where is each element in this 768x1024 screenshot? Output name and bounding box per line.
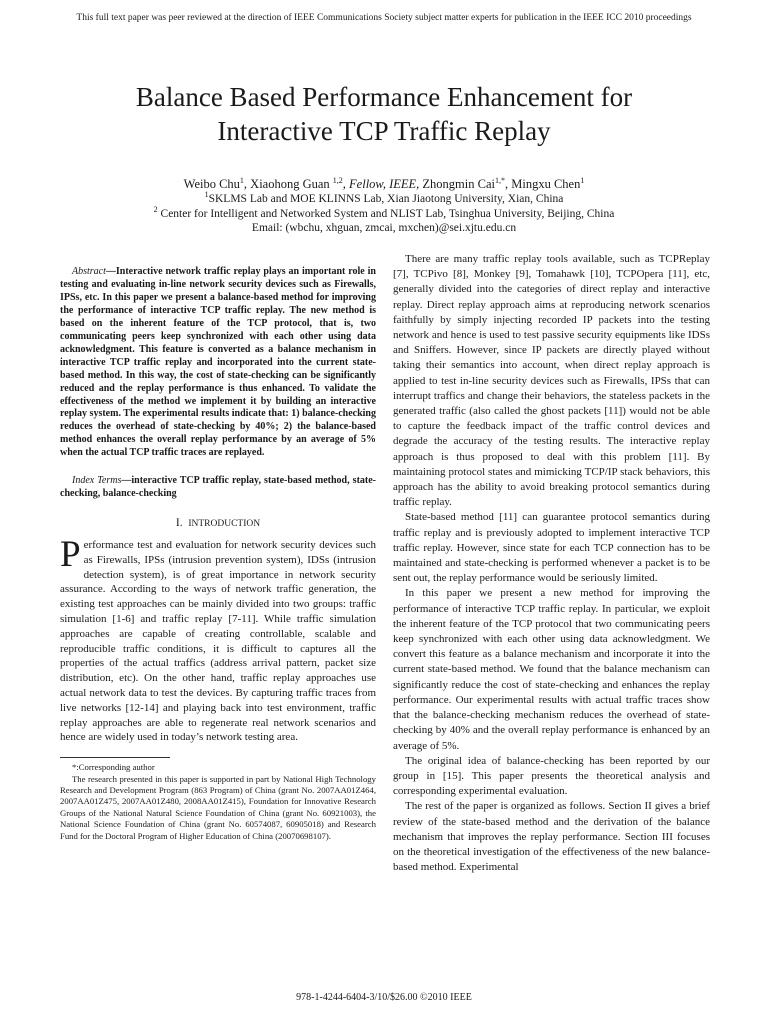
intro-paragraph-3: State-based method [11] can guarantee protocol semantics during traffic replay and is previously adopted to implement interactive TCP traffic replay. However, since state for each TCP connection has to be maintained and state-checking is performed whenever a packet is to be sent out, the replay performance would be seriously limited. — [393, 511, 710, 585]
author-2: , Xiaohong Guan — [243, 177, 333, 191]
affiliation-2-sup: 2 — [153, 204, 158, 214]
abstract-text: —Interactive network traffic replay plays an important role in testing and evaluating in-line network security devices such as Firewalls, IPSs, etc. In this paper we present a balance-based method for improving the performance of interactive TCP traffic replay. The new method is based on the inherent feature of the TCP protocol, that is, two communicating peers keep synchronized with each other using data acknowledgment. This feature is converted as a balance mechanism in interactive TCP traffic replay and incorporated into the current state-based method. In this way, the cost of state-checking can be significantly reduced and the replay performance is thus enhanced. To validate the effectiveness of the method we implement it by building an interactive replay system. The experimental results indicate that: 1) balance-checking reduces the overhead of state-checking by 40%; 2) the balance-based method enhances the overall replay performance by an average of 5% when the actual TCP traffic traces are replayed. — [60, 266, 376, 459]
section-name: INTRODUCTION — [188, 519, 261, 530]
author-4-sup: 1 — [580, 175, 585, 185]
intro-paragraph-1 — [60, 534, 376, 745]
right-column — [393, 252, 710, 875]
index-terms — [60, 474, 376, 500]
author-block — [60, 176, 708, 236]
intro-paragraph-1-text: erformance test and evaluation for network security devices such as Firewalls, IPSs (intrusion prevention system), IDSs (intrusion detection system), is of great importance in network security assurance. According to the ways of network traffic generation, the existing test approaches can be mainly divided into two groups: traffic simulation [1-6] and traffic replay [7-11]. While traffic simulation approaches are capable of creating controllable, scalable and reproducible traffic conditions, it is difficult to captures all the properties of the actual traffics (address arrival pattern, packet size distribution, etc). On the other hand, traffic replay approaches use actual network data to test the devices. By capturing traffic traces from live networks [12-14] and playing back into test environment, traffic replay approaches are able to regenerate real network scenarios and hence are widely used in today’s network testing area. — [60, 539, 376, 744]
author-list — [60, 176, 708, 192]
footnote-divider — [60, 757, 170, 758]
title-line-1: Balance Based Performance Enhancement for — [135, 82, 633, 112]
author-email: Email: (wbchu, xhguan, zmcai, mxchen)@sei.xjtu.edu.cn — [251, 222, 517, 234]
page-footer-isbn: 978-1-4244-6404-3/10/$26.00 ©2010 IEEE — [296, 992, 472, 1003]
author-3-sup: 1,* — [494, 175, 505, 185]
index-terms-label: Index Terms — [72, 475, 122, 487]
title-line-2: Interactive TCP Traffic Replay — [217, 116, 551, 146]
drop-cap: P — [60, 534, 81, 576]
author-4: , Mingxu Chen — [504, 177, 581, 191]
conference-header-note: This full text paper was peer reviewed at the direction of IEEE Communications Society subject matter experts for publication in the IEEE ICC 2010 proceedings — [76, 13, 692, 23]
affiliation-2 — [60, 204, 708, 222]
index-terms-text: —interactive TCP traffic replay, state-based method, state-checking, balance-checking — [60, 475, 376, 500]
affiliation-1-text: SKLMS Lab and MOE KLINNS Lab, Xian Jiaotong University, Xian, China — [208, 193, 564, 205]
left-column — [60, 266, 376, 842]
affiliation-1-sup: 1 — [204, 190, 209, 200]
affiliation-2-text: Center for Intelligent and Networked System and NLIST Lab, Tsinghua University, Beijing, China — [157, 207, 615, 220]
intro-paragraph-6: The rest of the paper is organized as follows. Section II gives a brief review of the state-based method and the derivation of the balance mechanism that improves the replay performance. Section III focuses on the theoretical investigation of the effectiveness of the new balance-based method. Experimental — [393, 800, 710, 874]
author-1-sup: 1 — [239, 175, 244, 185]
abstract — [60, 266, 376, 460]
author-3: Zhongmin Cai — [419, 177, 495, 191]
footnote-corresponding-author: *:Corresponding author — [72, 762, 155, 773]
abstract-label: Abstract — [72, 266, 106, 277]
section-heading-introduction — [60, 516, 376, 532]
author-1: Weibo Chu — [183, 177, 240, 191]
intro-paragraph-2: There are many traffic replay tools available, such as TCPReplay [7], TCPivo [8], Monkey [9], Tomahawk [10], TCPOpera [11], etc, generally divided into the categories of direct replay and interactive replay. Direct replay approach aims at reproducing network scenarios faithfully by simply injecting recorded IP packets into the testing network and hence is used to test passive security equipments like IDSs and Sniffers. However, since IP packets are directly played without taking their semantics into account, when direct replay approach is applied to test in-line security devices such as Firewalls, IPSs that can interrupt traffics and change their behaviors, the stateless packets in the generated traffic (also called the ghost packets [11]) would not be able to capture the feedback impact of the traffic control devices and degrade the accuracy of the testing results. The interactive replay approach is thus proposed to deal with this problem [11]. By maintaining protocol states and mimicking TCP/IP stack behaviors, this approach has the ability to avoid breaking protocol semantics during traffic replay. — [393, 253, 710, 509]
section-numeral: I. — [175, 517, 183, 530]
author-2-fellow: , Fellow, IEEE, — [342, 177, 420, 191]
footnote-funding: The research presented in this paper is supported in part by National High Technology Research and Development Program (863 Program) of China (grant No. 2007AA01Z464, 2007AA01Z475, 2007AA01Z480, 2008AA01Z415), Foundation for Innovative Research Groups of the National Natural Science Foundation of China (grant No. 60921003), the National Science Foundation of China (grant No. 60574087, 60905018) and Research Fund for the Doctoral Program of Higher Education of China (20070698107). — [60, 773, 376, 841]
intro-paragraph-4: In this paper we present a new method for improving the performance of interactive TCP traffic replay. In particular, we exploit the inherent feature of the TCP protocol that two communicating peers keep synchronized with each other using data acknowledgment. We convert this feature as a balance mechanism and incorporate it into the current state-based method. We found that the balance mechanism can significantly reduce the cost of state-checking and enhances the replay performance. Our experimental results with actual traffic traces show that the balance-checking mechanism reduces the overhead of state-checking by 40% and the overall replay performance is enhanced by an average of 5%. — [393, 587, 710, 752]
paper-title — [60, 80, 708, 148]
author-2-sup: 1,2 — [332, 175, 343, 185]
intro-paragraph-5: The original idea of balance-checking has been reported by our group in [15]. This paper presents the theoretical analysis and corresponding experimental evaluation. — [393, 754, 710, 798]
